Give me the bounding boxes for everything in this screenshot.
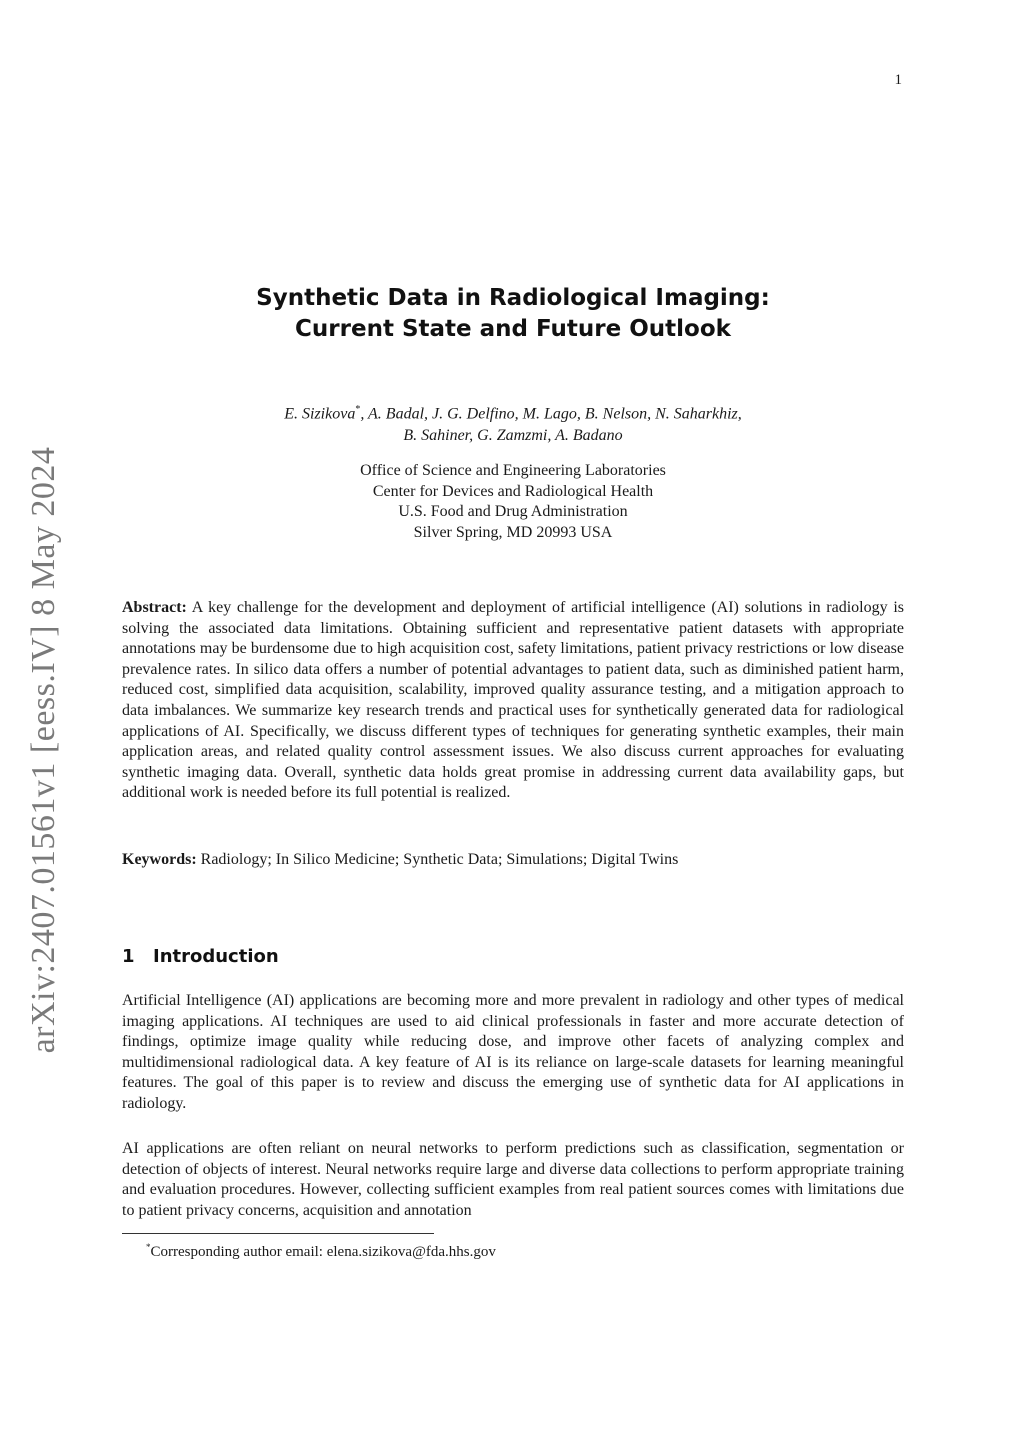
affiliation-block xyxy=(122,461,904,543)
affiliation-line-3: U.S. Food and Drug Administration xyxy=(398,503,628,521)
footnote-mark: * xyxy=(146,1242,151,1252)
first-author: E. Sizikova xyxy=(284,405,356,423)
footnote-text: Corresponding author email: elena.sizikova@fda.hhs.gov xyxy=(150,1244,496,1260)
intro-paragraph: AI applications are often reliant on neural networks to perform predictions such as classification, segmentation or detection of objects of interest. Neural networks require large and diverse data collections to perform appropriate training and evaluation procedures. However, collecting sufficient examples from real patient sources comes with limitations due to patient privacy concerns, acquisition and annotation xyxy=(122,1140,904,1219)
author-list xyxy=(122,399,904,447)
author-line-1-rest: , A. Badal, J. G. Delfino, M. Lago, B. Nelson, N. Saharkhiz, xyxy=(360,405,742,423)
author-line-2: B. Sahiner, G. Zamzmi, A. Badano xyxy=(403,427,623,445)
abstract-label: Abstract: xyxy=(122,599,187,616)
page-number: 1 xyxy=(894,72,902,88)
paper-title xyxy=(122,283,904,345)
paper-title-line-1: Synthetic Data in Radiological Imaging: xyxy=(256,285,770,311)
affiliation-line-1: Office of Science and Engineering Laboratories xyxy=(360,462,666,479)
keywords-text: Radiology; In Silico Medicine; Synthetic Data; Simulations; Digital Twins xyxy=(200,851,679,868)
section-number: 1 xyxy=(122,946,135,967)
abstract-text: A key challenge for the development and deployment of artificial intelligence (AI) solutions in radiology is solving the associated data limitations. Obtaining sufficient and representative patient datasets with appropriate annotations may be burdensome due to high acquisition cost, safety limitations, patient privacy restrictions or low disease prevalence rates. In silico data offers a number of potential advantages to patient data, such as diminished patient harm, reduced cost, simplified data acquisition, scalability, improved quality assurance testing, and a mitigation approach to data imbalances. We summarize key research trends and practical uses for synthetically generated data for radiological applications of AI. Specifically, we discuss different types of techniques for generating synthetic examples, their main application areas, and related quality control assessment issues. We also discuss current approaches for evaluating synthetic imaging data. Overall, synthetic data holds great promise in addressing current data availability gaps, but additional work is needed before its full potential is realized. xyxy=(122,599,904,802)
abstract xyxy=(122,598,904,804)
keywords xyxy=(122,850,904,871)
arxiv-identifier-stamp: arXiv:2407.01561v1 [eess.IV] 8 May 2024 xyxy=(25,446,62,1054)
section-heading-introduction xyxy=(122,945,279,969)
affiliation-line-4: Silver Spring, MD 20993 USA xyxy=(413,523,613,541)
footnote xyxy=(146,1237,496,1262)
corresponding-author-mark: * xyxy=(355,404,361,415)
paper-title-line-2: Current State and Future Outlook xyxy=(295,316,731,342)
intro-paragraph: Artificial Intelligence (AI) applications are becoming more and more prevalent in radiology and other types of medical imaging applications. AI techniques are used to aid clinical professionals in faster and more accurate detection of findings, optimize image quality while reducing dose, and improve other facets of analyzing complex and multidimensional radiological data. A key feature of AI is its reliance on large-scale datasets for learning meaningful features. The goal of this paper is to review and discuss the emerging use of synthetic data for AI applications in radiology. xyxy=(122,992,904,1112)
keywords-label: Keywords: xyxy=(122,851,197,868)
footnote-divider xyxy=(122,1233,434,1234)
affiliation-line-2: Center for Devices and Radiological Health xyxy=(372,482,654,500)
author-line-1 xyxy=(122,399,904,425)
section-title: Introduction xyxy=(153,946,279,967)
